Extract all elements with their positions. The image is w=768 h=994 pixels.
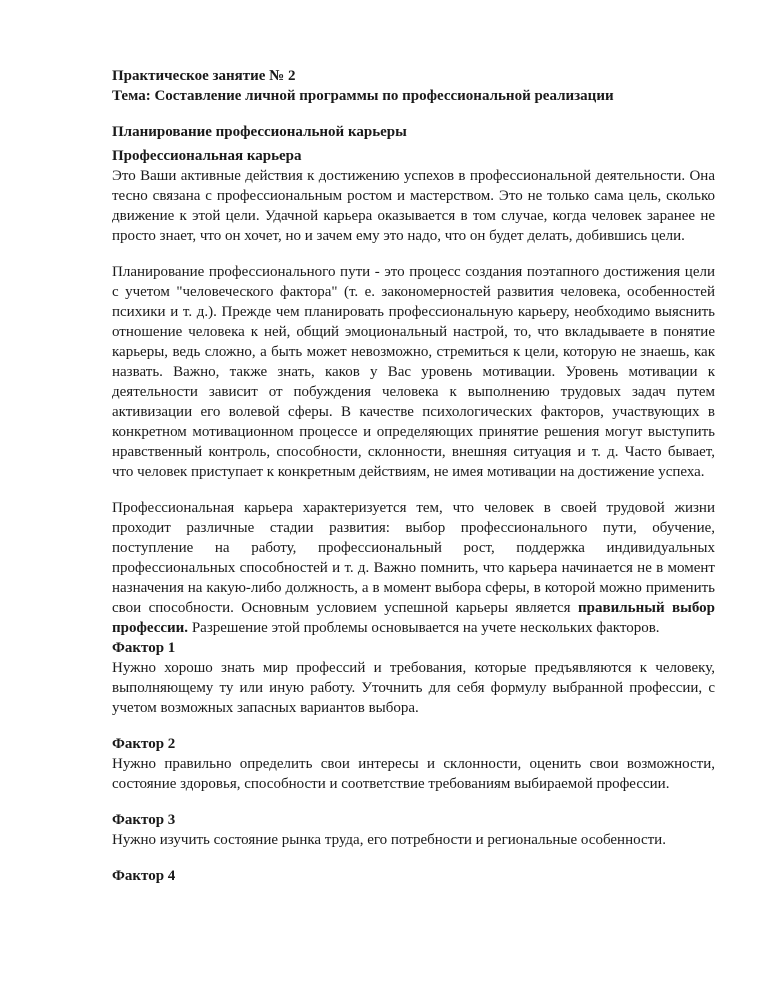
paragraph-2: Планирование профессионального пути - это процесс создания поэтапного достижения цели с учетом "человеческого фактора" (т. е. закономерностей развития человека, особенностей психики и т. д.). Прежде чем планировать профессиональную карьеру, необходимо выяснить отношение человека к ней, общий эмоциональный настрой, то, что вкладываете в понятие карьеры, ведь сложно, а быть может невозможно, стремиться к цели, которую не знаешь, как назвать. Важно, также знать, каков у Вас уровень мотивации. Уровень мотивации к деятельности зависит от побуждения человека к выполнению трудовых задач путем активизации его волевой сферы. В качестве психологических факторов, участвующих в конкретном мотивационном процессе и определяющих принятие решения могут выступить нравственный контроль, способности, склонности, внешняя ситуация и т. д. Часто бывает, что человек приступает к конкретным действиям, не имея мотивации на достижение успеха.: [112, 264, 715, 480]
paragraph-1: Это Ваши активные действия к достижению успехов в профессиональной деятельности. Она тесно связана с профессиональным ростом и мастерством. Это не только сама цель, сколько движение к этой цели. Удачной карьера оказывается в том случае, когда человек заранее не просто знает, что он хочет, но и зачем ему это надо, что он будет делать, добившись цели.: [112, 168, 715, 244]
document-page: [112, 66, 715, 886]
lesson-title: Практическое занятие № 2: [112, 68, 296, 84]
spacer: [112, 718, 715, 734]
paragraph-3: [112, 498, 715, 638]
spacer: [112, 482, 715, 498]
paragraph-3-start: Профессиональная карьера характеризуется тем, что человек в своей трудовой жизни проходит различные стадии развития: выбор профессионального пути, обучение, поступление на работу, профессиональный рост, поддержка индивидуальных профессиональных способностей и т. д. Важно помнить, что карьера начинается не в момент назначения на какую-либо должность, а в момент выбора сферы, в которой можно применить свои способности. Основным условием успешной карьеры является: [112, 500, 715, 616]
paragraph-3-emphasis: правильный выбор профессии.: [112, 600, 715, 636]
factor-3-title: Фактор 3: [112, 812, 176, 828]
factor-3-text: Нужно изучить состояние рынка труда, его потребности и региональные особенности.: [112, 832, 666, 848]
factor-1-text: Нужно хорошо знать мир профессий и требования, которые предъявляются к человеку, выполняющему ту или иную работу. Уточнить для себя формулу выбранной профессии, с учетом возможных запасных вариантов выбора.: [112, 660, 715, 716]
section-heading: Планирование профессиональной карьеры: [112, 124, 407, 140]
factor-2-title: Фактор 2: [112, 736, 176, 752]
spacer: [112, 106, 715, 122]
factor-2-text: Нужно правильно определить свои интересы и склонности, оценить свои возможности, состояние здоровья, способности и соответствие требованиям выбираемой профессии.: [112, 756, 715, 792]
spacer: [112, 850, 715, 866]
factor-1-title: Фактор 1: [112, 640, 176, 656]
paragraph-3-end: Разрешение этой проблемы основывается на учете нескольких факторов.: [188, 620, 660, 636]
topic-title: Тема: Составление личной программы по профессиональной реализации: [112, 88, 614, 104]
spacer: [112, 246, 715, 262]
subsection-heading: Профессиональная карьера: [112, 148, 302, 164]
spacer: [112, 794, 715, 810]
factor-4-title: Фактор 4: [112, 868, 176, 884]
